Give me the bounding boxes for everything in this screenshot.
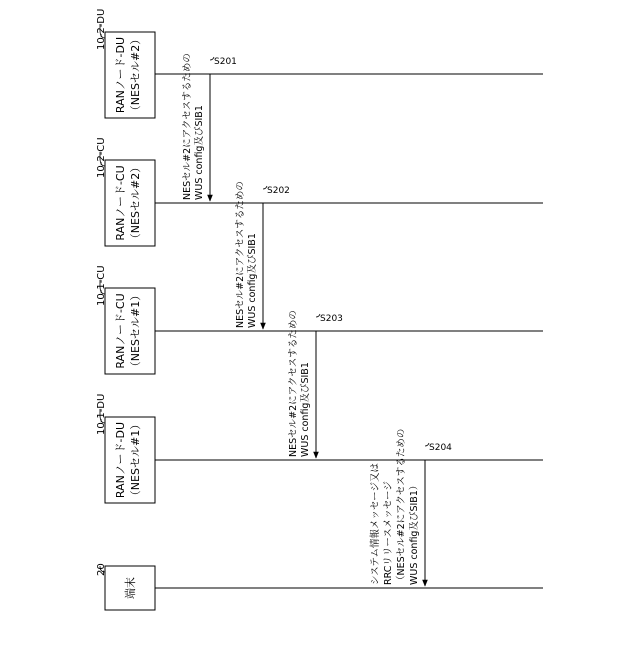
message-line: RRCリリースメッセージ bbox=[383, 481, 394, 585]
message-line: NESセル#2にアクセスするための bbox=[288, 310, 299, 457]
ref-label: 10-1-CU bbox=[96, 265, 107, 306]
message-line: WUS config及びSIB1） bbox=[409, 481, 420, 585]
message-line: （NESセル#2にアクセスするための bbox=[396, 429, 407, 585]
message-line: NESセル#2にアクセスするための bbox=[182, 53, 193, 200]
entity-label-line2: （NESセル#2） bbox=[129, 162, 142, 244]
step-label: S204 bbox=[429, 443, 452, 453]
message-s201 bbox=[182, 53, 237, 201]
entity-label-line2: （NESセル#1） bbox=[129, 419, 142, 501]
step-label: S203 bbox=[320, 314, 343, 324]
entity-10-2-cu bbox=[105, 160, 155, 246]
ref-10-1-du bbox=[96, 394, 107, 435]
ref-label: 10-2-CU bbox=[96, 137, 107, 178]
message-s203 bbox=[288, 310, 343, 458]
entity-label-line1: RANノード-CU bbox=[114, 165, 127, 240]
entity-label-line1: RANノード-DU bbox=[114, 37, 127, 113]
entity-label-line1: 端末 bbox=[123, 577, 137, 599]
entity-label-line1: RANノード-DU bbox=[114, 422, 127, 498]
message-line: NESセル#2にアクセスするための bbox=[235, 181, 246, 328]
entity-terminal bbox=[105, 566, 155, 610]
message-line: WUS config及びSIB1 bbox=[194, 105, 205, 200]
ref-10-1-cu bbox=[96, 265, 107, 306]
ref-label: 10-1-DU bbox=[96, 394, 107, 435]
message-line: システム情報メッセージ又は bbox=[369, 463, 381, 585]
entity-label-line1: RANノード-CU bbox=[114, 293, 127, 368]
message-line: WUS config及びSIB1 bbox=[247, 233, 258, 328]
sequence-diagram bbox=[0, 0, 640, 640]
entity-10-1-du bbox=[105, 417, 155, 503]
ref-label: 20 bbox=[96, 563, 107, 576]
step-label: S202 bbox=[267, 186, 290, 196]
message-line: WUS config及びSIB1 bbox=[300, 362, 311, 457]
ref-label: 10-2-DU bbox=[96, 9, 107, 50]
ref-10-2-cu bbox=[96, 137, 107, 178]
entity-label-line2: （NESセル#1） bbox=[129, 290, 142, 372]
entity-10-1-cu bbox=[105, 288, 155, 374]
entity-10-2-du bbox=[105, 32, 155, 118]
step-label: S201 bbox=[214, 57, 237, 67]
entity-label-line2: （NESセル#2） bbox=[129, 34, 142, 116]
ref-terminal bbox=[96, 563, 107, 576]
message-s204 bbox=[369, 429, 452, 586]
ref-10-2-du bbox=[96, 9, 107, 50]
